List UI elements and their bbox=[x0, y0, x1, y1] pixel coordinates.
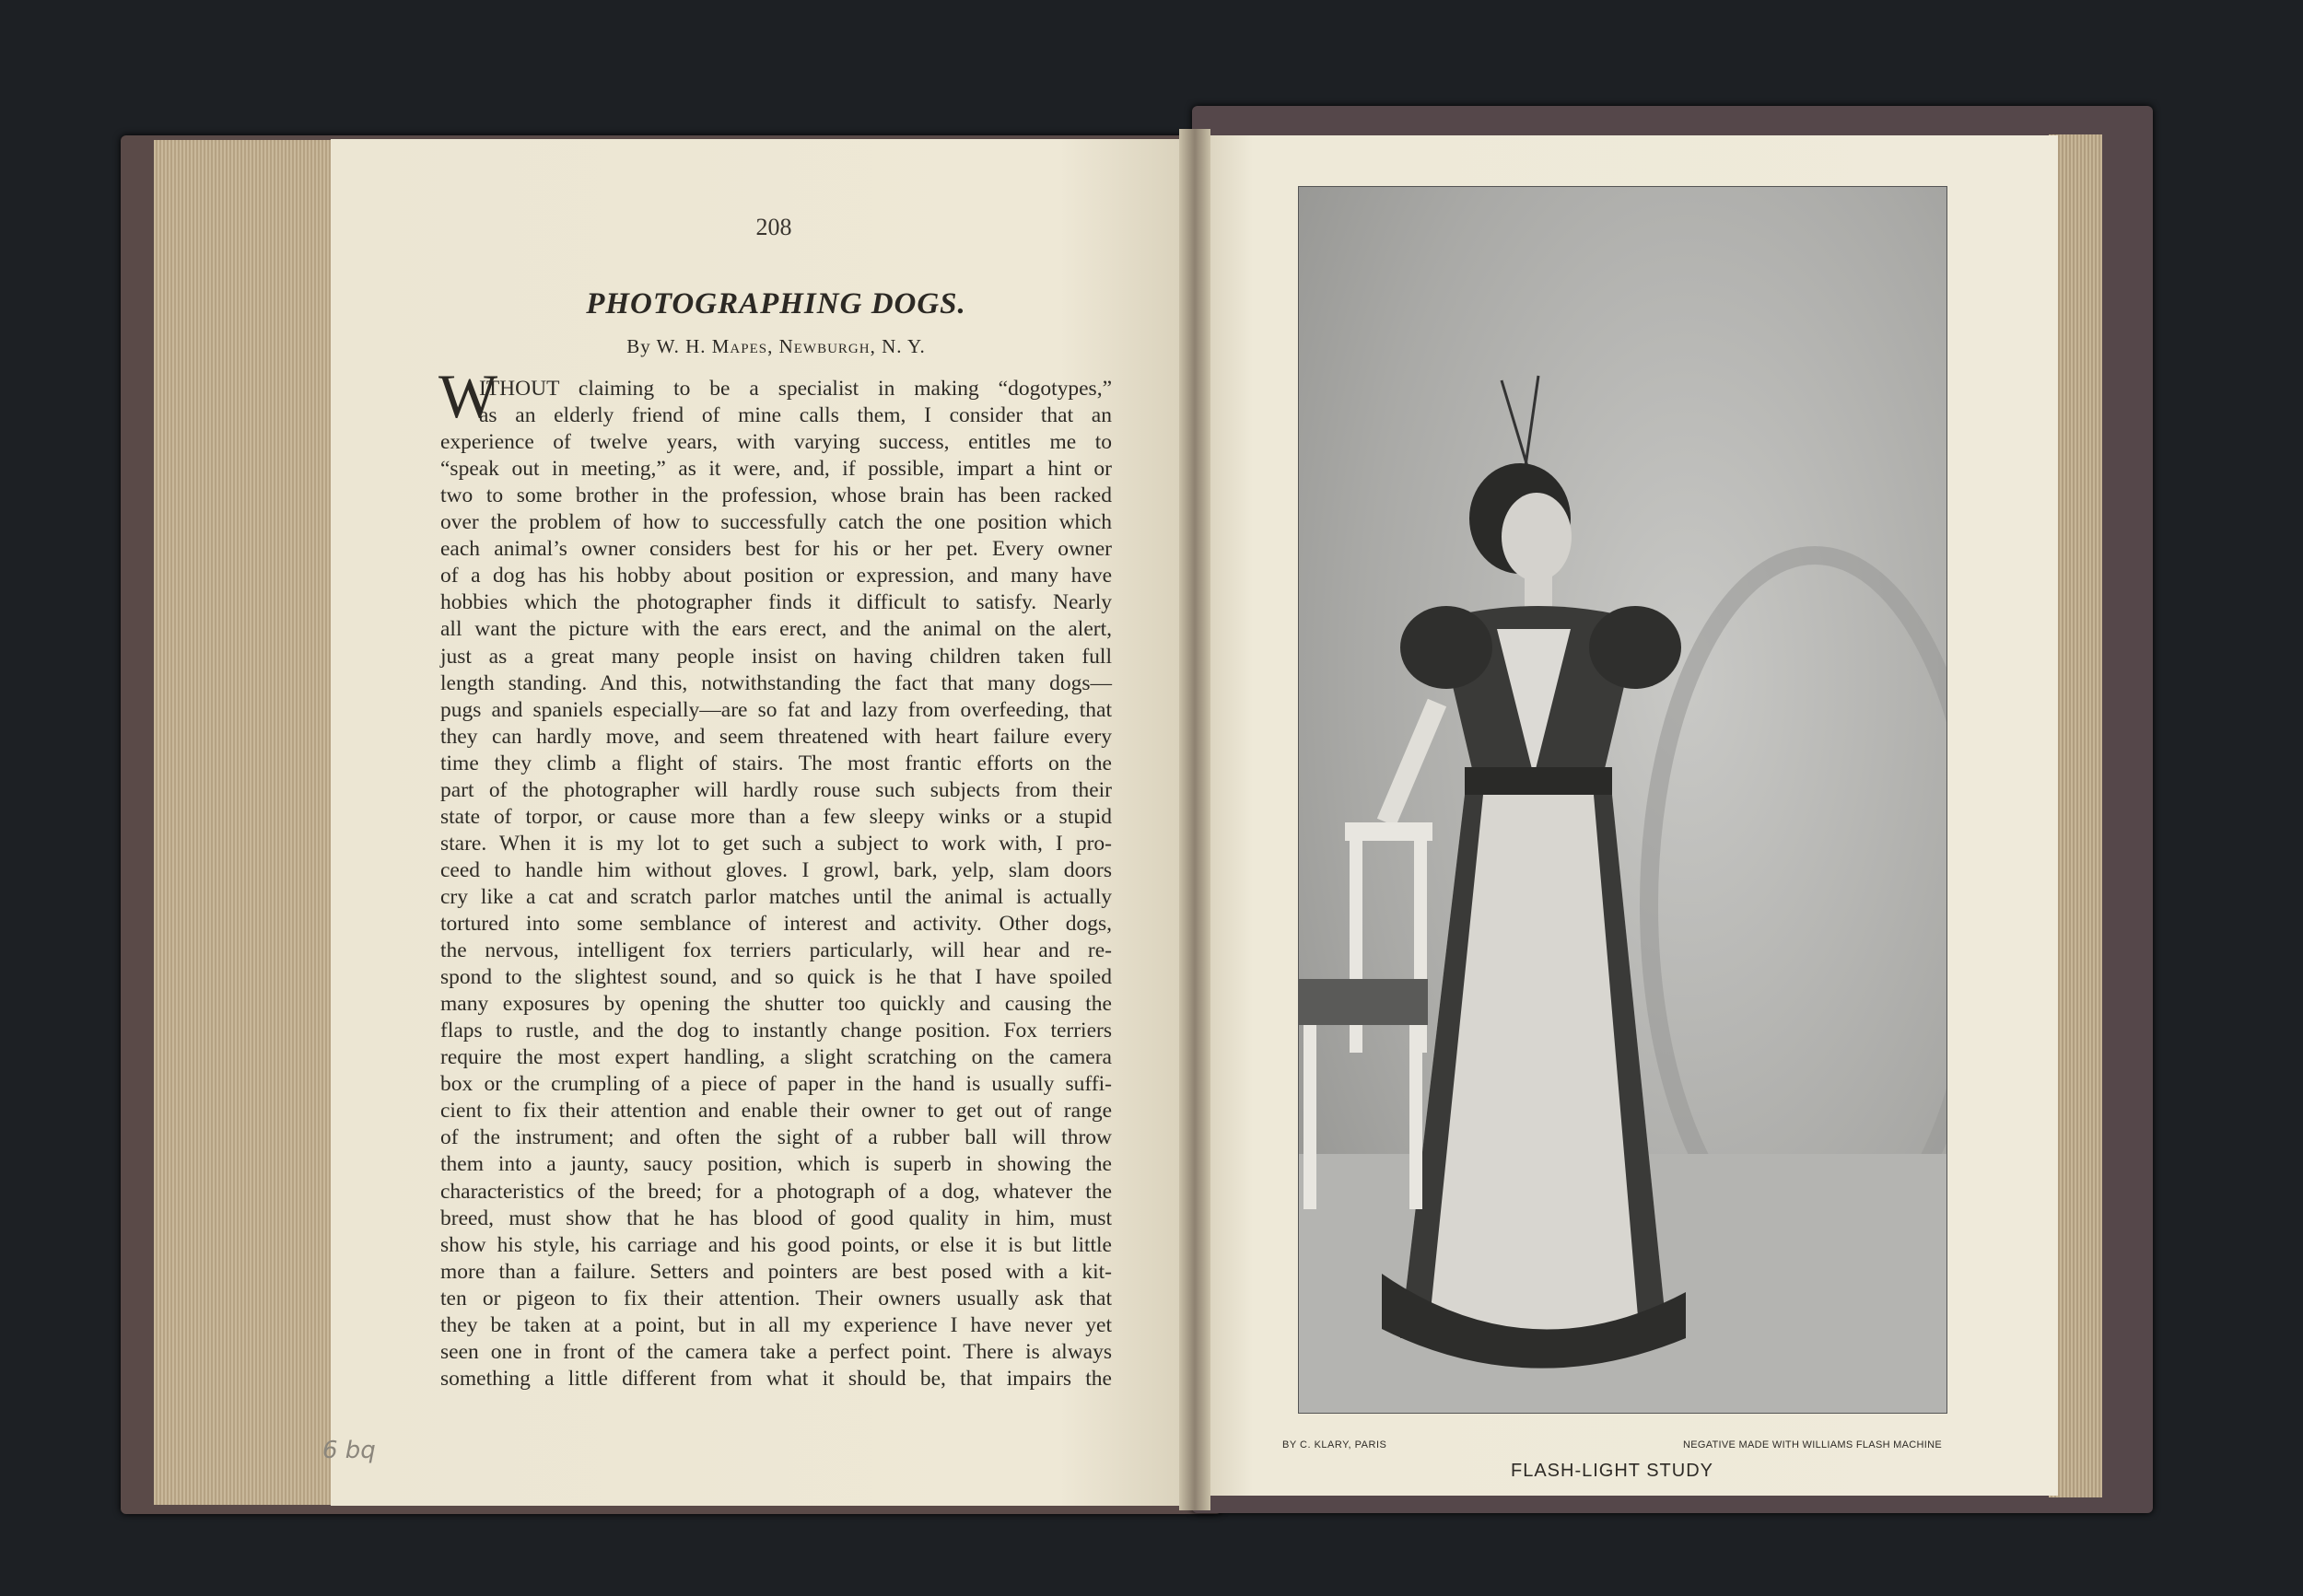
book-gutter bbox=[1179, 129, 1210, 1510]
text-line: box or the crumpling of a piece of paper in the hand is usually suffi- bbox=[440, 1072, 1112, 1097]
text-line: stare. When it is my lot to get such a subject to work with, I pro- bbox=[440, 831, 1112, 856]
page-number: 208 bbox=[755, 214, 792, 240]
byline bbox=[440, 335, 1112, 358]
text-line: them into a jaunty, saucy position, which is superb in showing the bbox=[440, 1152, 1112, 1177]
text-line: part of the photographer will hardly rouse such subjects from their bbox=[440, 777, 1112, 802]
text-line: spond to the slightest sound, and so quick is he that I have spoiled bbox=[440, 965, 1112, 990]
text-line: many exposures by opening the shutter too quickly and causing the bbox=[440, 992, 1112, 1017]
text-line: tortured into some semblance of interest and activity. Other dogs, bbox=[440, 912, 1112, 936]
text-line: show his style, his carriage and his good points, or else it is but little bbox=[440, 1232, 1112, 1257]
text-line: characteristics of the breed; for a photograph of a dog, whatever the bbox=[440, 1179, 1112, 1204]
text-line: they can hardly move, and seem threatened with heart failure every bbox=[440, 724, 1112, 749]
byline-place: Newburgh, bbox=[778, 335, 876, 357]
text-line: of a dog has his hobby about position or expression, and many have bbox=[440, 564, 1112, 588]
text-line: pugs and spaniels especially—are so fat and lazy from overfeeding, that bbox=[440, 697, 1112, 722]
byline-state: N. Y. bbox=[882, 335, 926, 357]
text-line: breed, must show that he has blood of good quality in him, must bbox=[440, 1206, 1112, 1230]
text-line: hobbies which the photographer finds it difficult to satisfy. Nearly bbox=[440, 590, 1112, 615]
text-line: cient to fix their attention and enable their owner to get out of range bbox=[440, 1099, 1112, 1124]
article-title: PHOTOGRAPHING DOGS. bbox=[586, 287, 966, 320]
woman-in-gown-illustration bbox=[1299, 187, 1946, 1413]
negative-credit: NEGATIVE MADE WITH WILLIAMS FLASH MACHINE bbox=[1682, 1439, 1942, 1450]
text-line: something a little different from what it should be, that impairs the bbox=[440, 1366, 1112, 1391]
text-line: “speak out in meeting,” as it were, and, if possible, impart a hint or bbox=[440, 457, 1112, 482]
text-line: all want the picture with the ears erect, and the animal on the alert, bbox=[440, 617, 1112, 642]
text-line: seen one in front of the camera take a perfect point. There is always bbox=[440, 1339, 1112, 1364]
text-line: each animal’s owner considers best for his or her pet. Every owner bbox=[440, 537, 1112, 562]
text-line: state of torpor, or cause more than a few sleepy winks or a stupid bbox=[440, 804, 1112, 829]
page-stack-left bbox=[154, 140, 333, 1505]
text-line: over the problem of how to successfully catch the one position which bbox=[440, 510, 1112, 535]
text-line: experience of twelve years, with varying success, entitles me to bbox=[440, 430, 1112, 455]
text-line: length standing. And this, notwithstanding the fact that many dogs— bbox=[440, 670, 1112, 695]
text-line: just as a great many people insist on having children taken full bbox=[440, 644, 1112, 669]
text-line: of the instrument; and often the sight of a rubber ball will throw bbox=[440, 1125, 1112, 1150]
text-line: more than a failure. Setters and pointers are best posed with a kit- bbox=[440, 1259, 1112, 1284]
text-line: ITHOUT claiming to be a specialist in making “dogotypes,” bbox=[479, 377, 1112, 401]
text-line: the nervous, intelligent fox terriers particularly, will hear and re- bbox=[440, 938, 1112, 963]
byline-prefix: By W. H. bbox=[626, 335, 707, 357]
text-line: as an elderly friend of mine calls them, I consider that an bbox=[479, 403, 1112, 428]
text-line: cry like a cat and scratch parlor matches until the animal is actually bbox=[440, 884, 1112, 909]
text-line: time they climb a flight of stairs. The most frantic efforts on the bbox=[440, 751, 1112, 775]
drop-cap: W bbox=[438, 361, 498, 431]
text-line: ceed to handle him without gloves. I growl, bark, yelp, slam doors bbox=[440, 857, 1112, 882]
text-line: they be taken at a point, but in all my experience I have never yet bbox=[440, 1312, 1112, 1337]
photo-credit: BY C. KLARY, PARIS bbox=[1282, 1439, 1387, 1450]
text-line: two to some brother in the profession, whose brain has been racked bbox=[440, 483, 1112, 508]
pencil-annotation: 6 bq bbox=[322, 1437, 376, 1464]
portrait-photograph bbox=[1298, 186, 1947, 1414]
photo-caption: FLASH-LIGHT STUDY bbox=[1511, 1461, 1713, 1481]
byline-author: Mapes, bbox=[711, 335, 774, 357]
text-line: require the most expert handling, a slight scratching on the camera bbox=[440, 1045, 1112, 1070]
text-line: ten or pigeon to fix their attention. Their owners usually ask that bbox=[440, 1286, 1112, 1311]
text-line: flaps to rustle, and the dog to instantly change position. Fox terriers bbox=[440, 1019, 1112, 1043]
